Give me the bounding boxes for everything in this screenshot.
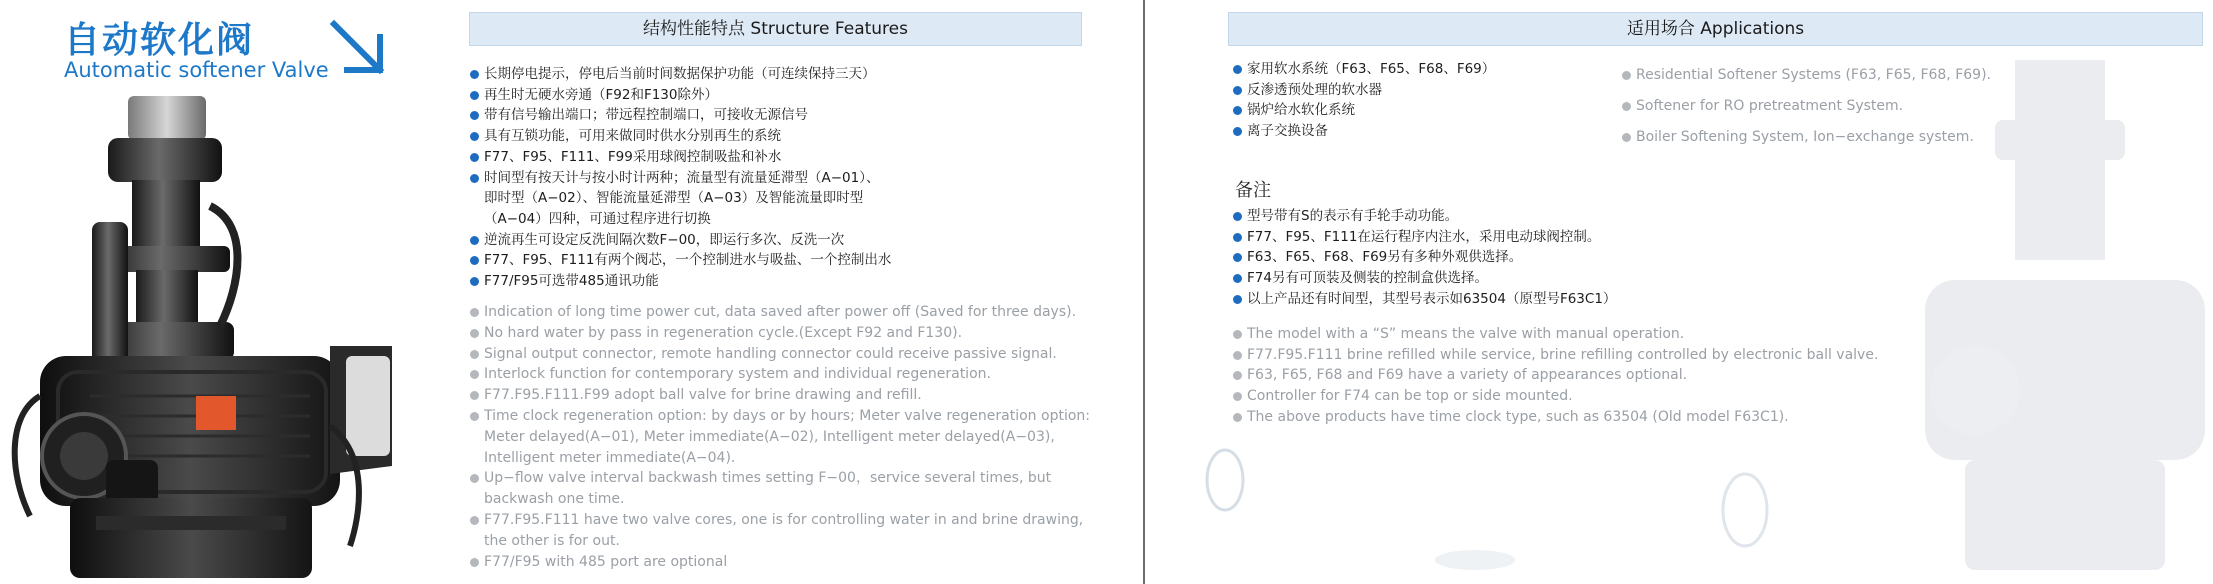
- note-cn-item: F77、F95、F111在运行程序内注水，采用电动球阀控制。: [1233, 227, 1616, 248]
- bullet-dot-icon: [470, 558, 479, 567]
- application-en-item: Residential Softener Systems (F63, F65, F68, F69).: [1622, 60, 1991, 91]
- feature-en-item: Time clock regeneration option: by days or by hours; Meter valve regeneration option:: [470, 406, 1090, 427]
- feature-cn-item: 带有信号输出端口；带远程控制端口，可接收无源信号: [470, 105, 891, 126]
- feature-cn-item: F77/F95可选带485通讯功能: [470, 271, 891, 292]
- bullet-dot-icon: [470, 91, 479, 100]
- features-en-list: [470, 302, 1090, 572]
- feature-en-item: F77.F95.F111 have two valve cores, one is for controlling water in and brine drawing,: [470, 510, 1090, 531]
- note-en-item: The model with a “S” means the valve with manual operation.: [1233, 324, 1878, 345]
- bullet-dot-icon: [470, 391, 479, 400]
- note-cn-item: 型号带有S的表示有手轮手动功能。: [1233, 206, 1616, 227]
- bullet-dot-icon: [470, 174, 479, 183]
- application-en-item: Softener for RO pretreatment System.: [1622, 91, 1991, 122]
- application-cn-item: 反渗透预处理的软水器: [1233, 80, 1495, 101]
- bullet-dot-icon: [470, 277, 479, 286]
- bullet-dot-icon: [470, 474, 479, 483]
- bullet-dot-icon: [1233, 330, 1242, 339]
- note-cn-item: F74另有可顶装及侧装的控制盒供选择。: [1233, 268, 1616, 289]
- bullet-dot-icon: [1233, 274, 1242, 283]
- bullet-dot-icon: [470, 111, 479, 120]
- application-cn-item: 锅炉给水软化系统: [1233, 100, 1495, 121]
- note-en-item: F77.F95.F111 brine refilled while service, brine refilling controlled by electronic ball valve.: [1233, 345, 1878, 366]
- bullet-dot-icon: [1622, 102, 1631, 111]
- feature-en-continuation: backwash one time.: [484, 491, 625, 508]
- bullet-dot-icon: [1233, 233, 1242, 242]
- bullet-dot-icon: [1622, 71, 1631, 80]
- bullet-dot-icon: [1233, 65, 1242, 74]
- feature-en-continuation: Intelligent meter immediate(A−04).: [484, 449, 736, 466]
- notes-cn-list: [1233, 206, 1616, 310]
- notes-heading: 备注: [1235, 180, 1271, 201]
- bullet-dot-icon: [470, 70, 479, 79]
- bullet-dot-icon: [470, 516, 479, 525]
- features-cn-list: [470, 64, 891, 292]
- bullet-dot-icon: [1233, 86, 1242, 95]
- bullet-dot-icon: [470, 412, 479, 421]
- notes-en-list: [1233, 324, 1878, 428]
- feature-cn-item: 逆流再生可设定反洗间隔次数F−00，即运行多次、反洗一次: [470, 230, 891, 251]
- bullet-dot-icon: [1233, 127, 1242, 136]
- bullet-dot-icon: [1233, 253, 1242, 262]
- note-cn-item: F63、F65、F68、F69另有多种外观供选择。: [1233, 247, 1616, 268]
- bullet-dot-icon: [470, 370, 479, 379]
- bullet-dot-icon: [470, 350, 479, 359]
- feature-en-item: F77.F95.F111.F99 adopt ball valve for brine drawing and refill.: [470, 385, 1090, 406]
- note-en-item: F63, F65, F68 and F69 have a variety of appearances optional.: [1233, 365, 1878, 386]
- note-en-item: Controller for F74 can be top or side mounted.: [1233, 386, 1878, 407]
- softener-valve-image: [0, 96, 400, 584]
- bullet-dot-icon: [1233, 295, 1242, 304]
- note-cn-item: 以上产品还有时间型，其型号表示如63504（原型号F63C1）: [1233, 289, 1616, 310]
- applications-cn-list: [1233, 59, 1495, 142]
- bullet-dot-icon: [470, 153, 479, 162]
- applications-header: 适用场合 Applications: [1228, 12, 2203, 46]
- product-title-en: Automatic softener Valve: [64, 58, 329, 82]
- feature-cn-item: F77、F95、F111有两个阀芯，一个控制进水与吸盐、一个控制出水: [470, 250, 891, 271]
- application-en-item: Boiler Softening System, Ion−exchange system.: [1622, 122, 1991, 153]
- feature-en-item: Interlock function for contemporary system and individual regeneration.: [470, 364, 1090, 385]
- feature-cn-continuation: （A−04）四种，可通过程序进行切换: [484, 210, 711, 227]
- feature-en-item: No hard water by pass in regeneration cycle.(Except F92 and F130).: [470, 323, 1090, 344]
- note-en-item: The above products have time clock type, such as 63504 (Old model F63C1).: [1233, 407, 1878, 428]
- arrow-down-right-icon: [328, 18, 390, 80]
- bullet-dot-icon: [1233, 212, 1242, 221]
- right-page: [1145, 0, 2213, 584]
- feature-en-continuation: the other is for out.: [484, 532, 620, 549]
- bullet-dot-icon: [470, 308, 479, 317]
- feature-en-item: Indication of long time power cut, data saved after power off (Saved for three days).: [470, 302, 1090, 323]
- feature-cn-item: 长期停电提示，停电后当前时间数据保护功能（可连续保持三天）: [470, 64, 891, 85]
- product-title-cn: 自动软化阀: [64, 20, 255, 61]
- bullet-dot-icon: [470, 256, 479, 265]
- bullet-dot-icon: [1233, 371, 1242, 380]
- bullet-dot-icon: [1233, 392, 1242, 401]
- bullet-dot-icon: [1622, 133, 1631, 142]
- feature-en-item: Up−flow valve interval backwash times setting F−00，service several times, but: [470, 468, 1090, 489]
- bullet-dot-icon: [470, 329, 479, 338]
- feature-cn-item: F77、F95、F111、F99采用球阀控制吸盐和补水: [470, 147, 891, 168]
- bullet-dot-icon: [1233, 351, 1242, 360]
- application-cn-item: 离子交换设备: [1233, 121, 1495, 142]
- bullet-dot-icon: [1233, 106, 1242, 115]
- feature-en-item: F77/F95 with 485 port are optional: [470, 552, 1090, 573]
- feature-en-continuation: Meter delayed(A−01), Meter immediate(A−02), Intelligent meter delayed(A−03),: [484, 428, 1055, 445]
- feature-en-item: Signal output connector, remote handling connector could receive passive signal.: [470, 344, 1090, 365]
- applications-en-list: [1622, 60, 1991, 153]
- bullet-dot-icon: [470, 236, 479, 245]
- feature-cn-item: 时间型有按天计与按小时计两种；流量型有流量延滞型（A−01）、: [470, 168, 891, 189]
- bullet-dot-icon: [1233, 413, 1242, 422]
- application-cn-item: 家用软水系统（F63、F65、F68、F69）: [1233, 59, 1495, 80]
- feature-cn-item: 再生时无硬水旁通（F92和F130除外）: [470, 85, 891, 106]
- structure-features-header: 结构性能特点 Structure Features: [469, 12, 1082, 46]
- feature-cn-continuation: 即时型（A−02）、智能流量延滞型（A−03）及智能流量即时型: [484, 190, 864, 207]
- feature-cn-item: 具有互锁功能，可用来做同时供水分别再生的系统: [470, 126, 891, 147]
- bullet-dot-icon: [470, 132, 479, 141]
